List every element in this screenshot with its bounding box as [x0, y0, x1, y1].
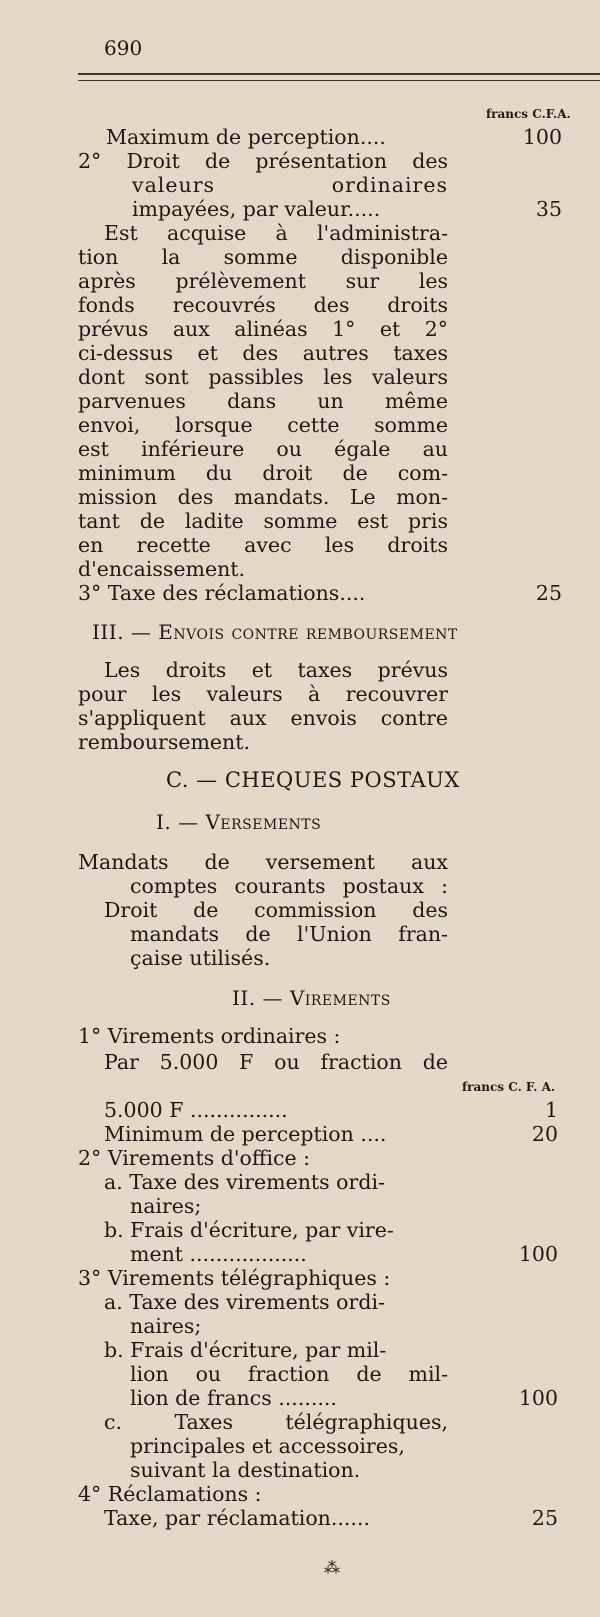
amount: 25	[535, 581, 562, 605]
text-line: minimum du droit de com-	[78, 461, 448, 485]
text-line: remboursement.	[78, 730, 251, 754]
text-line: après prélèvement sur les	[78, 269, 448, 293]
text-line: valeurs ordinaires	[132, 173, 448, 197]
text-line: a. Taxe des virements ordi-	[104, 1170, 385, 1194]
text-line: 5.000 F ...............	[104, 1098, 288, 1122]
text-line: Minimum de perception ....	[104, 1122, 387, 1146]
text-line: comptes courants postaux :	[130, 874, 448, 898]
text-line: naires;	[130, 1314, 202, 1338]
text-line: Maximum de perception....	[106, 125, 386, 149]
unit-label: francs C.F.A.	[486, 107, 571, 121]
text-line: Les droits et taxes prévus	[104, 658, 448, 682]
text-line: s'appliquent aux envois contre	[78, 706, 448, 730]
text-line: Taxe, par réclamation......	[104, 1506, 370, 1530]
section-heading-ii: II. — Virements	[232, 986, 391, 1010]
text-line: dont sont passibles les valeurs	[78, 365, 448, 389]
text-line: naires;	[130, 1194, 202, 1218]
text-line: tant de ladite somme est pris	[78, 509, 448, 533]
amount: 35	[535, 197, 562, 221]
text-line: çaise utilisés.	[130, 946, 271, 970]
amount: 100	[518, 1386, 558, 1410]
text-line: 3° Taxe des réclamations....	[78, 581, 366, 605]
amount: 100	[522, 125, 562, 149]
text-line: Droit de commission des	[104, 898, 448, 922]
text-line: impayées, par valeur.....	[132, 197, 381, 221]
amount: 25	[531, 1506, 558, 1530]
text-line: en recette avec les droits	[78, 533, 448, 557]
section-heading-i: I. — Versements	[156, 810, 322, 834]
text-line: ci-dessus et des autres taxes	[78, 341, 448, 365]
header-rule-thin	[78, 80, 600, 81]
text-line: est inférieure ou égale au	[78, 437, 448, 461]
text-line: 1° Virements ordinaires :	[78, 1024, 341, 1048]
text-line: ment ..................	[130, 1242, 307, 1266]
text-line: principales et accessoires,	[130, 1434, 405, 1458]
page-number: 690	[104, 36, 143, 60]
text-line: 3° Virements télégraphiques :	[78, 1266, 391, 1290]
text-line: Par 5.000 F ou fraction de	[104, 1050, 448, 1074]
text-line: mission des mandats. Le mon-	[78, 485, 448, 509]
section-heading-iii: III. — Envois contre remboursement	[92, 620, 458, 644]
text-line: d'encaissement.	[78, 557, 246, 581]
text-line: 2° Droit de présentation des	[78, 149, 448, 173]
text-line: fonds recouvrés des droits	[78, 293, 448, 317]
text-line: c. Taxes télégraphiques,	[104, 1410, 448, 1434]
header-rule	[78, 73, 600, 75]
text-line: Est acquise à l'administra-	[104, 221, 448, 245]
text-line: lion ou fraction de mil-	[130, 1362, 448, 1386]
text-line: tion la somme disponible	[78, 245, 448, 269]
text-line: b. Frais d'écriture, par mil-	[104, 1338, 387, 1362]
text-line: Mandats de versement aux	[78, 850, 448, 874]
text-line: b. Frais d'écriture, par vire-	[104, 1218, 394, 1242]
text-line: lion de francs .........	[130, 1386, 337, 1410]
text-line: pour les valeurs à recouvrer	[78, 682, 448, 706]
text-line: envoi, lorsque cette somme	[78, 413, 448, 437]
amount: 1	[544, 1098, 558, 1122]
unit-label: francs C. F. A.	[462, 1080, 556, 1094]
asterism-mark: ⁂	[324, 1558, 340, 1577]
amount: 20	[531, 1122, 558, 1146]
text-line: mandats de l'Union fran-	[130, 922, 448, 946]
text-line: 4° Réclamations :	[78, 1482, 262, 1506]
text-line: prévus aux alinéas 1° et 2°	[78, 317, 448, 341]
text-line: suivant la destination.	[130, 1458, 361, 1482]
text-line: parvenues dans un même	[78, 389, 448, 413]
text-line: a. Taxe des virements ordi-	[104, 1290, 385, 1314]
amount: 100	[518, 1242, 558, 1266]
text-line: 2° Virements d'office :	[78, 1146, 311, 1170]
section-title-c: C. — CHEQUES POSTAUX	[166, 768, 460, 792]
